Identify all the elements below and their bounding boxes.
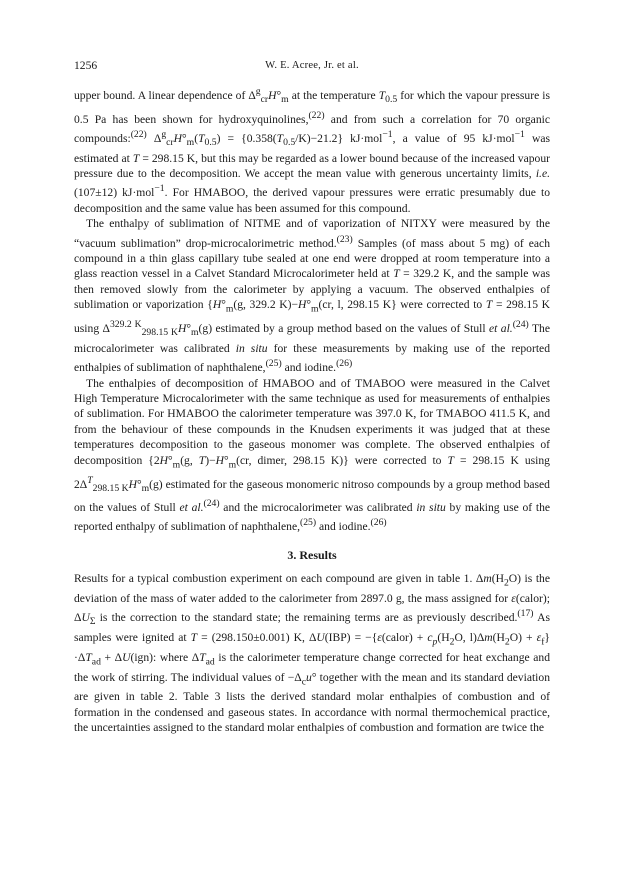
page-number: 1256 bbox=[74, 59, 98, 72]
paragraph-1: upper bound. A linear dependence of $\Delta^g_{cr}H^\circ_m$ at the temperature $T_{0.5}$ for which the vapour pressure is 0.5 Pa has been shown for hydroxyquinolines,$^{(22)}$ and from such a correlation for 70 organic compounds:$^{(22)}$ $\Delta^g_{cr}H^\circ_m(T_{0.5}) = \{0.358(T_{0.5}/K)-21.2\}$ kJ·mol$^{-1}$, a value of 95 kJ·mol$^{-1}$ was estimated at T = 298.15 K, but this may be regarded as a lower bound because of the increased vapour pressure due to the decomposition. We accept the mean value with generous uncertainty limits, i.e. (107±12) kJ·mol$^{-1}$. For HMABOO, the derived vapour pressures were erratic presumably due to decomposition and the same value has been assumed for this compound. bbox=[74, 86, 551, 215]
page-header bbox=[74, 58, 550, 73]
paragraph-4: Results for a typical combustion experiment on each compound are given in table 1. $\Delta m(H_2O)$ is the deviation of the mass of water added to the calorimeter from 2897.0 g, the mass assigned for ε(calor); $\Delta U_\Sigma$ is the correction to the standard state; the remaining terms are as previously described.$^{(17)}$ As samples were ignited at T = (298.150±0.001) K, ΔU(IBP) = −{ε(calor) + $c_p(H_2O$, $l)\Delta m(H_2O) + \varepsilon_f\}\cdot\Delta T_{ad} + \Delta U(ign)$: where $\Delta T_{ad}$ is the calorimeter temperature change corrected for heat exchange and the work of stirring. The individual values of $-\Delta_cu^\circ$ together with the mean and its standard deviation are given in table 2. Table 3 lists the derived standard molar enthalpies of combustion and of formation in the condensed and gaseous states. In accordance with normal thermochemical practice, the uncertainties assigned to the standard molar enthalpies of combustion and formation are twice the bbox=[74, 572, 550, 735]
paragraph-3: The enthalpies of decomposition of HMABOO and of TMABOO were measured in the Calvet High Temperature Microcalorimeter with the same technique as used for measurements of enthalpies of sublimation. For HMABOO the calorimeter temperature was 397.0 K, for TMABOO 411.5 K, and from the behaviour of these compounds in the Knudsen experiments it was judged that at these temperatures decomposition to the gaseous monomer was complete. The observed enthalpies of decomposition {$2H^\circ_m(g$, $T)-H^\circ_m(cr$, dimer, 298.15 K)} were corrected to T = 298.15 K using $2\Delta^T_{298.15 K}H^\circ_m(g)$ estimated for the gaseous monomeric nitroso compounds by a group method based on the values of Stull et al.$^{(24)}$ and the microcalorimeter was calibrated in situ by making use of the reported enthalpy of sublimation of naphthalene,$^{(25)}$ and iodine.$^{(26)}$ bbox=[74, 376, 551, 534]
section-heading-results: 3. Results bbox=[287, 547, 337, 562]
document-page bbox=[74, 58, 550, 736]
paragraph-2: The enthalpy of sublimation of NITME and of vaporization of NITXY were measured by the “vacuum sublimation” drop-microcalorimetric method.$^{(23)}$ Samples (of mass about 5 mg) of each compound in a thin glass capillary tube sealed at one end were dropped at room temperature into a glass reaction vessel in a Calvet Standard Microcalorimeter held at T = 329.2 K, and the sample was then removed slowly from the calorimeter by applying a vacuum. The observed enthalpies of sublimation or vaporization {$H^\circ_m(g$, 329.2 $K)-H^\circ_m(cr$, l, 298.15 K} were corrected to T = 298.15 K using $\Delta^{329.2 K}_{298.15 K}H^\circ_m(g)$ estimated by a group method based on the values of Stull et al.$^{(24)}$ The microcalorimeter was calibrated in situ for these measurements by making use of the reported enthalpies of sublimation of naphthalene,$^{(25)}$ and iodine.$^{(26)}$ bbox=[74, 217, 550, 375]
running-head: W. E. Acree, Jr. et al. bbox=[265, 60, 359, 71]
